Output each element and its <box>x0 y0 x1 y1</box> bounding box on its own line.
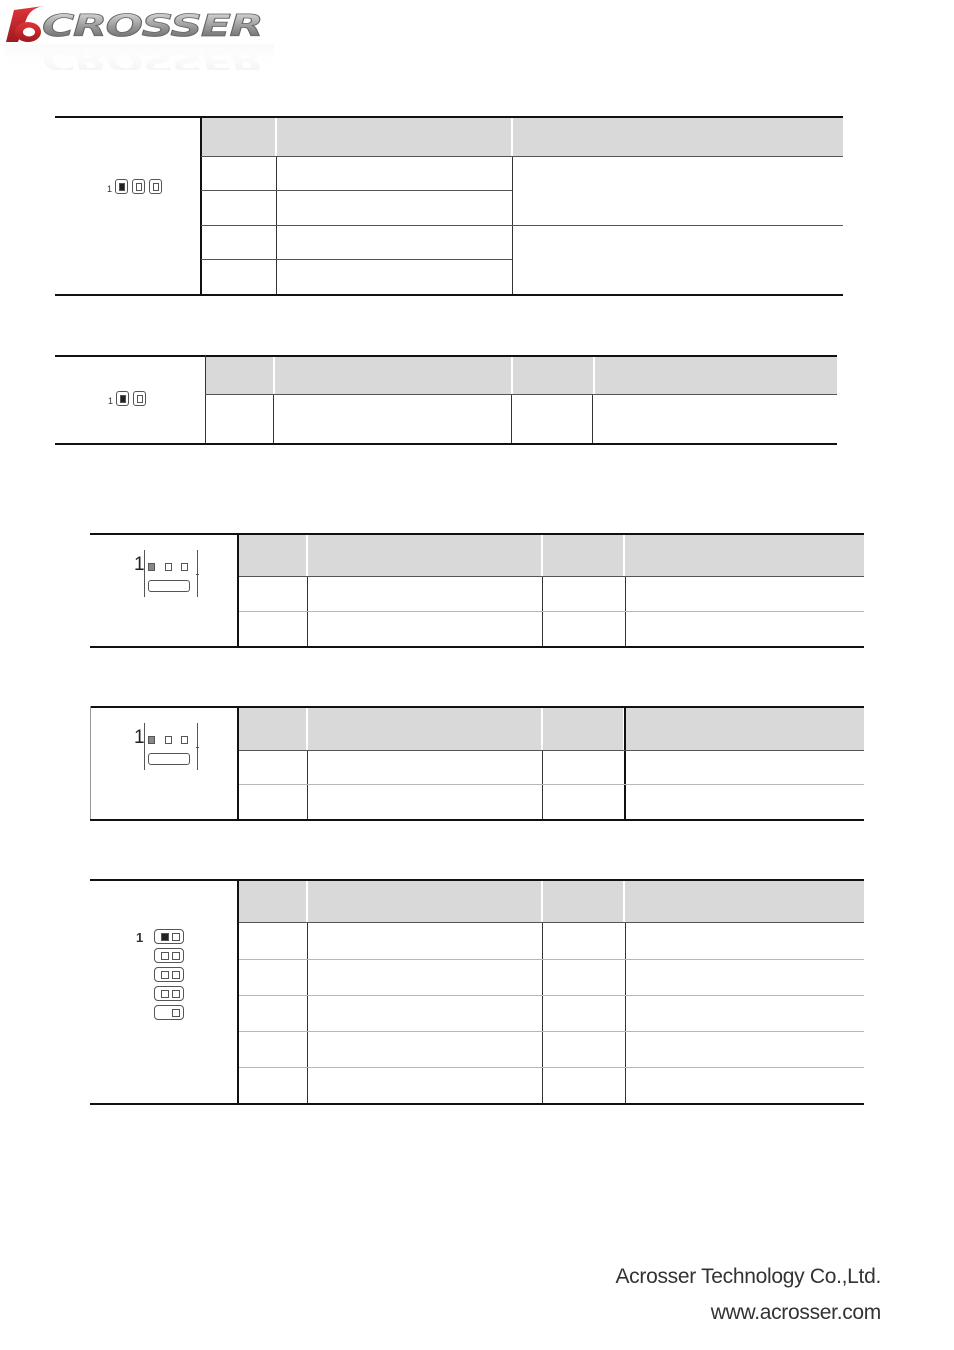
pin-table-3 <box>90 533 864 648</box>
footer-company: Acrosser Technology Co.,Ltd. <box>615 1265 881 1288</box>
pin-one-label: 1 <box>108 396 114 406</box>
pin-one-label: 1 <box>134 727 145 748</box>
pin-table-5 <box>90 879 864 1105</box>
svg-text:CROSSER: CROSSER <box>42 42 262 70</box>
pin-table-1 <box>55 116 843 296</box>
svg-text:CROSSER: CROSSER <box>42 9 262 44</box>
footer-website: www.acrosser.com <box>710 1301 881 1324</box>
pin-one-label: 1 <box>136 930 144 945</box>
acrosser-logo <box>0 0 280 70</box>
pin-one-label: 1 <box>134 554 145 575</box>
pin-one-label: 1 <box>107 184 113 194</box>
pin-table-4 <box>90 706 864 821</box>
pin-table-2 <box>55 355 837 445</box>
